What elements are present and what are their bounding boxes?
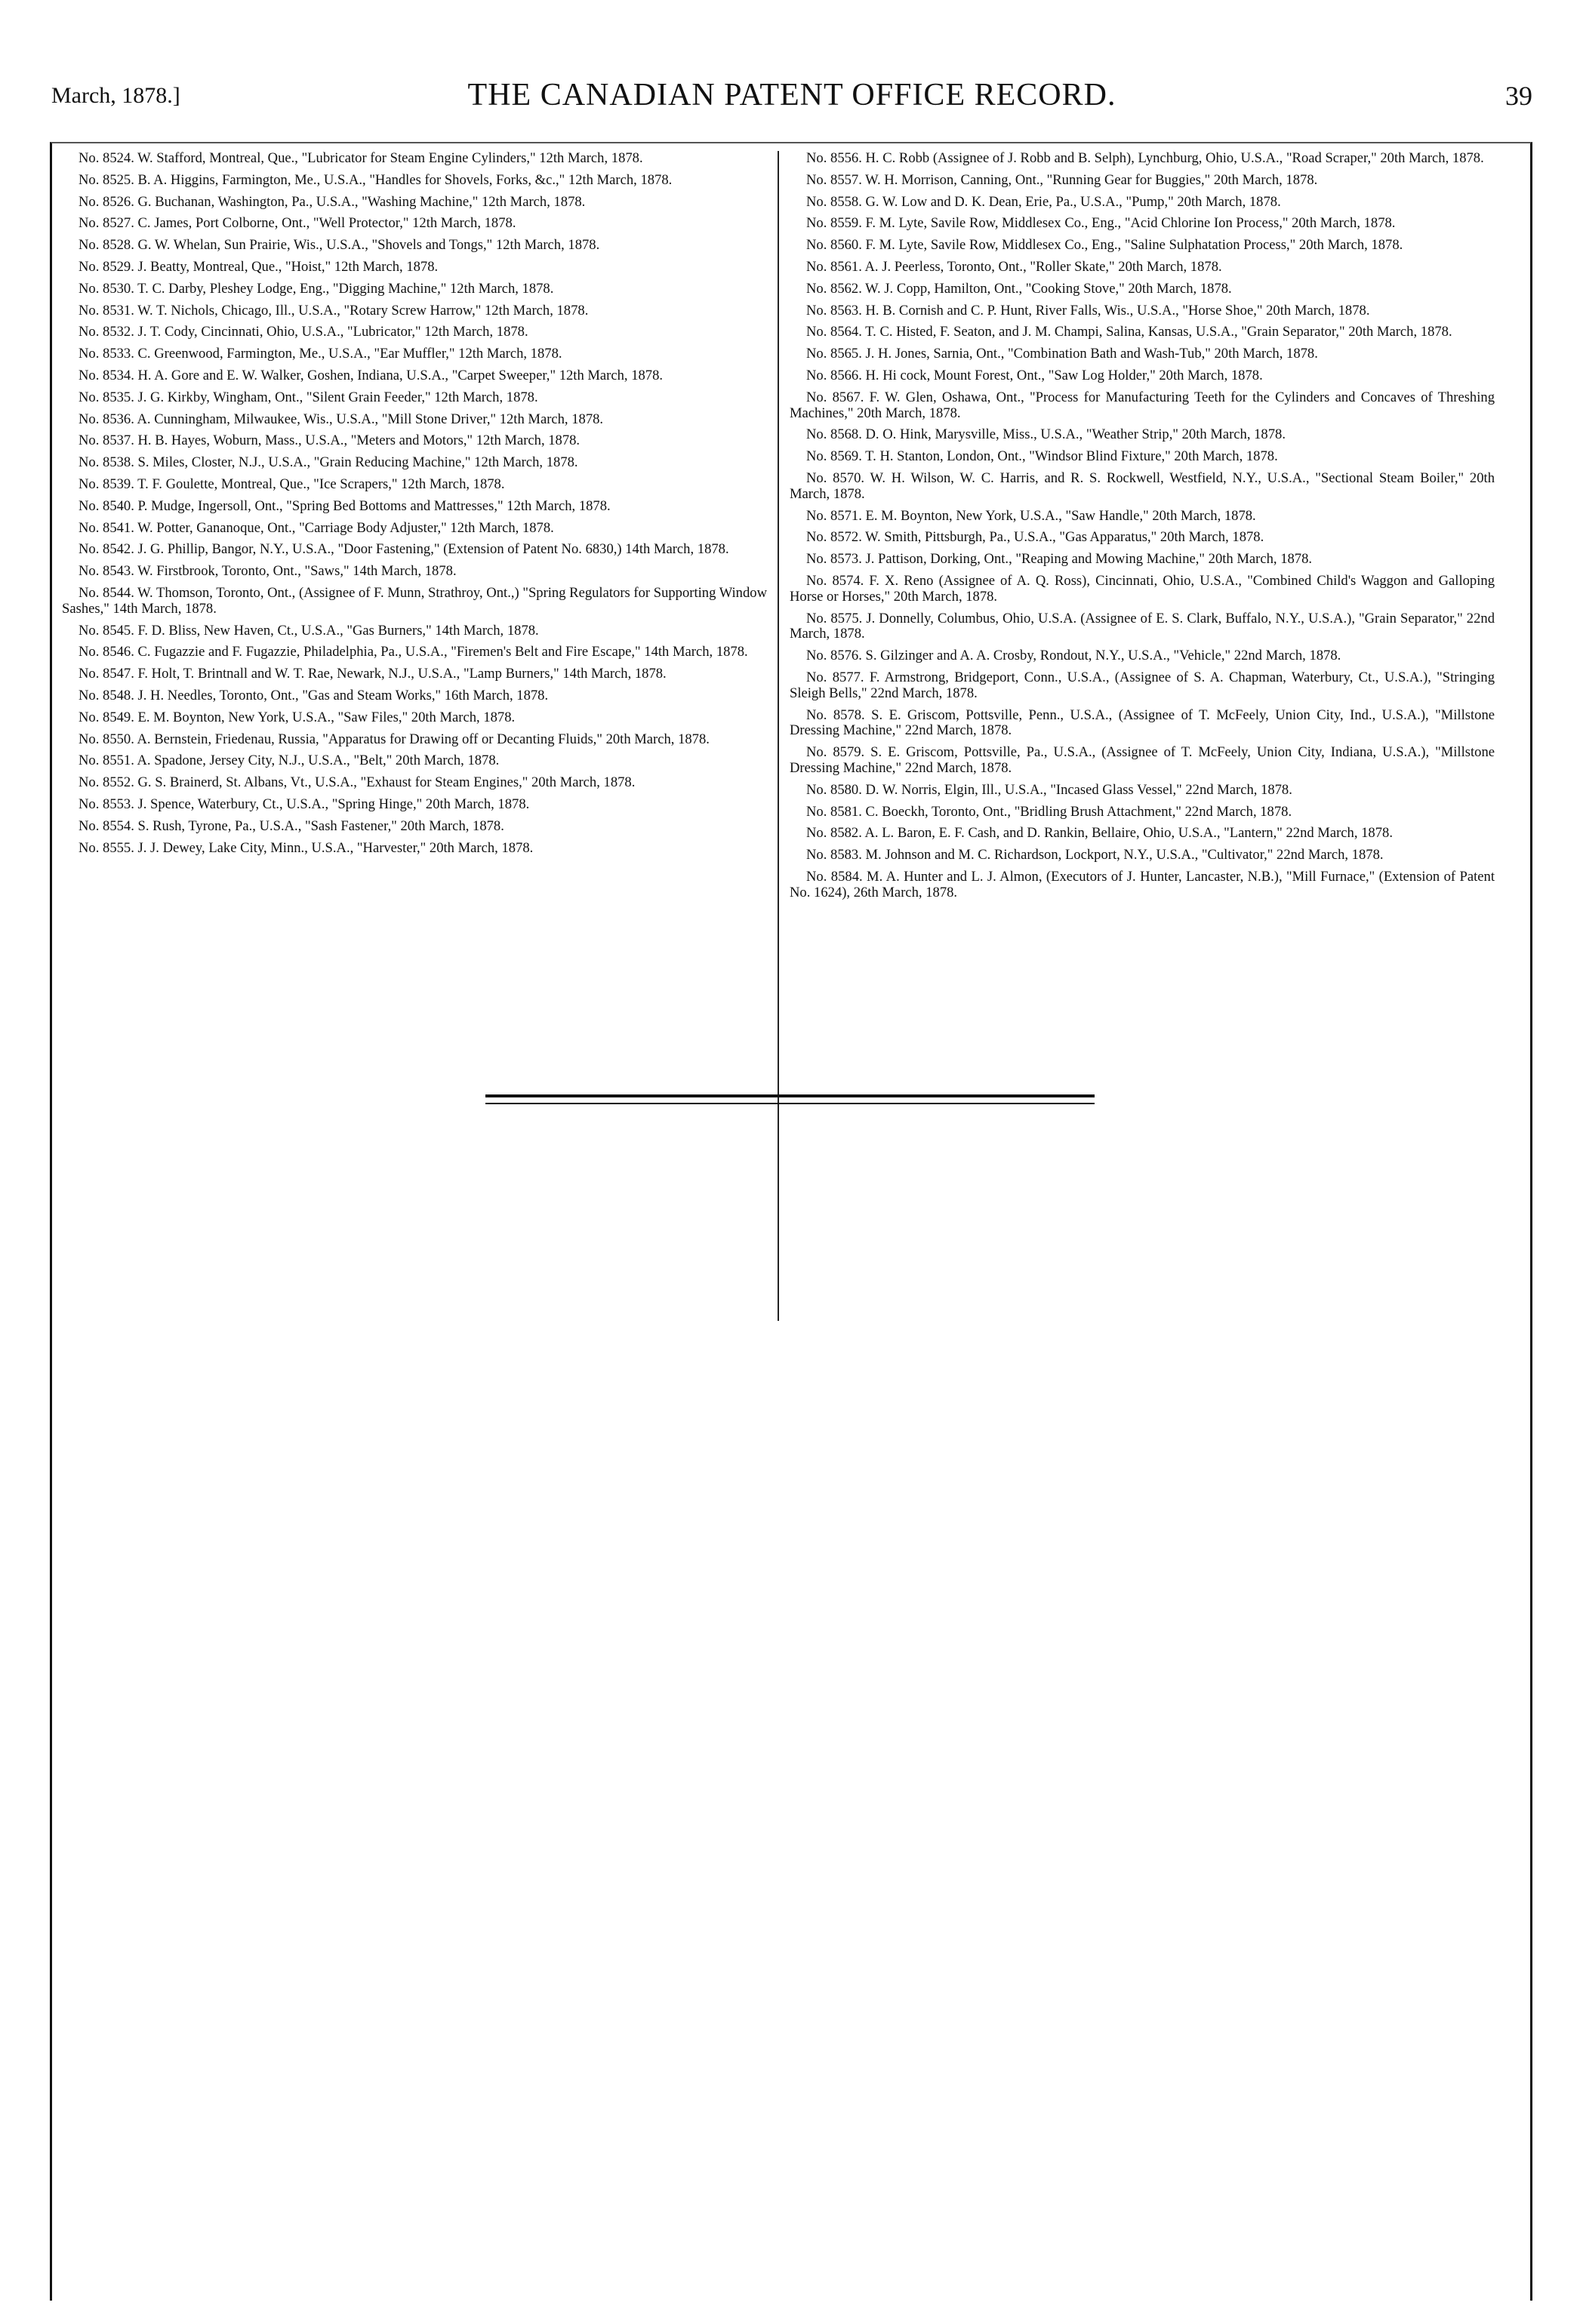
patent-entry: No. 8579. S. E. Griscom, Pottsville, Pa., U.S.A., (Assignee of T. McFeely, Union City, Indiana, U.S.A.), "Millstone Dressing Machine," 22nd March, 1878.: [790, 744, 1495, 776]
patent-entry: No. 8582. A. L. Baron, E. F. Cash, and D. Rankin, Bellaire, Ohio, U.S.A., "Lantern," 22nd March, 1878.: [806, 825, 1393, 842]
patent-entry: No. 8583. M. Johnson and M. C. Richardson, Lockport, N.Y., U.S.A., "Cultivator," 22nd March, 1878.: [806, 847, 1384, 863]
column-divider: [778, 151, 779, 1321]
patent-entry: No. 8546. C. Fugazzie and F. Fugazzie, Philadelphia, Pa., U.S.A., "Firemen's Belt and Fire Escape," 14th March, 1878.: [79, 644, 748, 660]
patent-entry: No. 8528. G. W. Whelan, Sun Prairie, Wis., U.S.A., "Shovels and Tongs," 12th March, 1878.: [79, 237, 600, 254]
patent-entry: No. 8554. S. Rush, Tyrone, Pa., U.S.A., "Sash Fastener," 20th March, 1878.: [79, 817, 504, 834]
patent-entry: No. 8543. W. Firstbrook, Toronto, Ont., "Saws," 14th March, 1878.: [79, 563, 457, 580]
issue-date: March, 1878.]: [51, 83, 180, 108]
patent-entry: No. 8524. W. Stafford, Montreal, Que., "Lubricator for Steam Engine Cylinders," 12th March, 1878.: [79, 150, 643, 166]
patent-entry: No. 8548. J. H. Needles, Toronto, Ont., "Gas and Steam Works," 16th March, 1878.: [79, 687, 549, 703]
patent-entry: No. 8531. W. T. Nichols, Chicago, Ill., U.S.A., "Rotary Screw Harrow," 12th March, 1878.: [79, 302, 589, 319]
patent-entry: No. 8540. P. Mudge, Ingersoll, Ont., "Spring Bed Bottoms and Mattresses," 12th March, 1878.: [79, 497, 611, 514]
end-rule-thick: [485, 1094, 1095, 1097]
patent-entry: No. 8552. G. S. Brainerd, St. Albans, Vt., U.S.A., "Exhaust for Steam Engines," 20th March, 1878.: [79, 774, 636, 791]
patent-entry: No. 8526. G. Buchanan, Washington, Pa., U.S.A., "Washing Machine," 12th March, 1878.: [79, 193, 586, 210]
patent-entry: No. 8581. C. Boeckh, Toronto, Ont., "Bridling Brush Attachment," 22nd March, 1878.: [806, 803, 1292, 820]
left-column: [62, 151, 767, 862]
patent-entry: No. 8584. M. A. Hunter and L. J. Almon, (Executors of J. Hunter, Lancaster, N.B.), "Mill Furnace," (Extension of Patent No. 1624), 26th March, 1878.: [790, 868, 1495, 900]
patent-entry: No. 8529. J. Beatty, Montreal, Que., "Hoist," 12th March, 1878.: [79, 258, 439, 275]
patent-entry: No. 8537. H. B. Hayes, Woburn, Mass., U.S.A., "Meters and Motors," 12th March, 1878.: [79, 432, 581, 449]
patent-entry: No. 8574. F. X. Reno (Assignee of A. Q. Ross), Cincinnati, Ohio, U.S.A., "Combined Child's Waggon and Galloping Horse or Horses," 20th March, 1878.: [790, 572, 1495, 605]
publication-title: THE CANADIAN PATENT OFFICE RECORD.: [467, 78, 1116, 112]
patent-entry: No. 8532. J. T. Cody, Cincinnati, Ohio, U.S.A., "Lubricator," 12th March, 1878.: [79, 324, 528, 340]
patent-entry: No. 8580. D. W. Norris, Elgin, Ill., U.S.A., "Incased Glass Vessel," 22nd March, 1878.: [806, 781, 1292, 798]
patent-entry: No. 8542. J. G. Phillip, Bangor, N.Y., U.S.A., "Door Fastening," (Extension of Patent No. 6830,) 14th March, 1878.: [79, 541, 729, 558]
patent-entry: No. 8555. J. J. Dewey, Lake City, Minn., U.S.A., "Harvester," 20th March, 1878.: [79, 839, 534, 856]
patent-entry: No. 8538. S. Miles, Closter, N.J., U.S.A., "Grain Reducing Machine," 12th March, 1878.: [79, 454, 578, 471]
patent-entry: No. 8553. J. Spence, Waterbury, Ct., U.S.A., "Spring Hinge," 20th March, 1878.: [79, 796, 530, 812]
patent-entry: No. 8572. W. Smith, Pittsburgh, Pa., U.S.A., "Gas Apparatus," 20th March, 1878.: [806, 529, 1264, 546]
right-column: [790, 151, 1495, 907]
patent-entry: No. 8550. A. Bernstein, Friedenau, Russia, "Apparatus for Drawing off or Decanting Fluids," 20th March, 1878.: [79, 731, 710, 747]
patent-entry: No. 8564. T. C. Histed, F. Seaton, and J. M. Champi, Salina, Kansas, U.S.A., "Grain Separator," 20th March, 1878.: [806, 324, 1452, 340]
patent-entry: No. 8533. C. Greenwood, Farmington, Me., U.S.A., "Ear Muffler," 12th March, 1878.: [79, 346, 562, 362]
patent-entry: No. 8565. J. H. Jones, Sarnia, Ont., "Combination Bath and Wash-Tub," 20th March, 1878.: [806, 346, 1318, 362]
patent-entry: No. 8577. F. Armstrong, Bridgeport, Conn., U.S.A., (Assignee of S. A. Chapman, Waterbury, Ct., U.S.A.), "Stringing Sleigh Bells," 22nd March, 1878.: [790, 669, 1495, 701]
patent-entry: No. 8525. B. A. Higgins, Farmington, Me., U.S.A., "Handles for Shovels, Forks, &c.," 12th March, 1878.: [79, 171, 673, 188]
patent-entry: No. 8534. H. A. Gore and E. W. Walker, Goshen, Indiana, U.S.A., "Carpet Sweeper," 12th March, 1878.: [79, 367, 664, 383]
patent-entry: No. 8559. F. M. Lyte, Savile Row, Middlesex Co., Eng., "Acid Chlorine Ion Process," 20th March, 1878.: [806, 215, 1396, 232]
end-rule-thin: [485, 1103, 1095, 1104]
patent-entry: No. 8575. J. Donnelly, Columbus, Ohio, U.S.A. (Assignee of E. S. Clark, Buffalo, N.Y., U.S.A.), "Grain Separator," 22nd March, 1878.: [790, 610, 1495, 642]
patent-entry: No. 8545. F. D. Bliss, New Haven, Ct., U.S.A., "Gas Burners," 14th March, 1878.: [79, 622, 539, 639]
patent-entry: No. 8527. C. James, Port Colborne, Ont., "Well Protector," 12th March, 1878.: [79, 215, 516, 232]
patent-entry: No. 8569. T. H. Stanton, London, Ont., "Windsor Blind Fixture," 20th March, 1878.: [806, 448, 1278, 465]
patent-entry: No. 8530. T. C. Darby, Pleshey Lodge, Eng., "Digging Machine," 12th March, 1878.: [79, 280, 554, 297]
patent-entry: No. 8571. E. M. Boynton, New York, U.S.A., "Saw Handle," 20th March, 1878.: [806, 507, 1256, 524]
patent-entry: No. 8535. J. G. Kirkby, Wingham, Ont., "Silent Grain Feeder," 12th March, 1878.: [79, 389, 538, 405]
patent-entry: No. 8549. E. M. Boynton, New York, U.S.A., "Saw Files," 20th March, 1878.: [79, 709, 516, 725]
patent-entry: No. 8566. H. Hi cock, Mount Forest, Ont., "Saw Log Holder," 20th March, 1878.: [806, 367, 1263, 383]
patent-entry: No. 8536. A. Cunningham, Milwaukee, Wis., U.S.A., "Mill Stone Driver," 12th March, 1878.: [79, 411, 604, 427]
patent-entry: No. 8578. S. E. Griscom, Pottsville, Penn., U.S.A., (Assignee of T. McFeely, Union City, Ind., U.S.A.), "Millstone Dressing Machine," 22nd March, 1878.: [790, 706, 1495, 739]
patent-entry: No. 8568. D. O. Hink, Marysville, Miss., U.S.A., "Weather Strip," 20th March, 1878.: [806, 426, 1286, 443]
patent-entry: No. 8560. F. M. Lyte, Savile Row, Middlesex Co., Eng., "Saline Sulphatation Process," 20th March, 1878.: [806, 237, 1403, 254]
patent-entry: No. 8563. H. B. Cornish and C. P. Hunt, River Falls, Wis., U.S.A., "Horse Shoe," 20th March, 1878.: [806, 302, 1370, 319]
patent-entry: No. 8544. W. Thomson, Toronto, Ont., (Assignee of F. Munn, Strathroy, Ont.,) "Spring Regulators for Supporting Window Sashes," 14th March, 1878.: [62, 584, 767, 617]
patent-entry: No. 8556. H. C. Robb (Assignee of J. Robb and B. Selph), Lynchburg, Ohio, U.S.A., "Road Scraper," 20th March, 1878.: [806, 150, 1484, 166]
patent-entry: No. 8539. T. F. Goulette, Montreal, Que., "Ice Scrapers," 12th March, 1878.: [79, 476, 505, 492]
patent-entry: No. 8558. G. W. Low and D. K. Dean, Erie, Pa., U.S.A., "Pump," 20th March, 1878.: [806, 193, 1281, 210]
patent-entry: No. 8562. W. J. Copp, Hamilton, Ont., "Cooking Stove," 20th March, 1878.: [806, 280, 1232, 297]
patent-entry: No. 8551. A. Spadone, Jersey City, N.J., U.S.A., "Belt," 20th March, 1878.: [79, 753, 500, 769]
patent-entry: No. 8547. F. Holt, T. Brintnall and W. T. Rae, Newark, N.J., U.S.A., "Lamp Burners," 14th March, 1878.: [79, 666, 667, 682]
patent-entry: No. 8561. A. J. Peerless, Toronto, Ont., "Roller Skate," 20th March, 1878.: [806, 258, 1222, 275]
page-header: [51, 77, 1532, 122]
patent-entry: No. 8576. S. Gilzinger and A. A. Crosby, Rondout, N.Y., U.S.A., "Vehicle," 22nd March, 1878.: [806, 648, 1341, 664]
patent-entry: No. 8570. W. H. Wilson, W. C. Harris, and R. S. Rockwell, Westfield, N.Y., U.S.A., "Sectional Steam Boiler," 20th March, 1878.: [790, 469, 1495, 502]
patent-entry: No. 8573. J. Pattison, Dorking, Ont., "Reaping and Mowing Machine," 20th March, 1878.: [806, 551, 1313, 568]
patent-entry: No. 8567. F. W. Glen, Oshawa, Ont., "Process for Manufacturing Teeth for the Cylinders and Concaves of Threshing Machines," 20th March, 1878.: [790, 389, 1495, 421]
patent-entry: No. 8541. W. Potter, Gananoque, Ont., "Carriage Body Adjuster," 12th March, 1878.: [79, 519, 554, 536]
page-number: 39: [1505, 81, 1532, 111]
patent-entry: No. 8557. W. H. Morrison, Canning, Ont., "Running Gear for Buggies," 20th March, 1878.: [806, 171, 1318, 188]
